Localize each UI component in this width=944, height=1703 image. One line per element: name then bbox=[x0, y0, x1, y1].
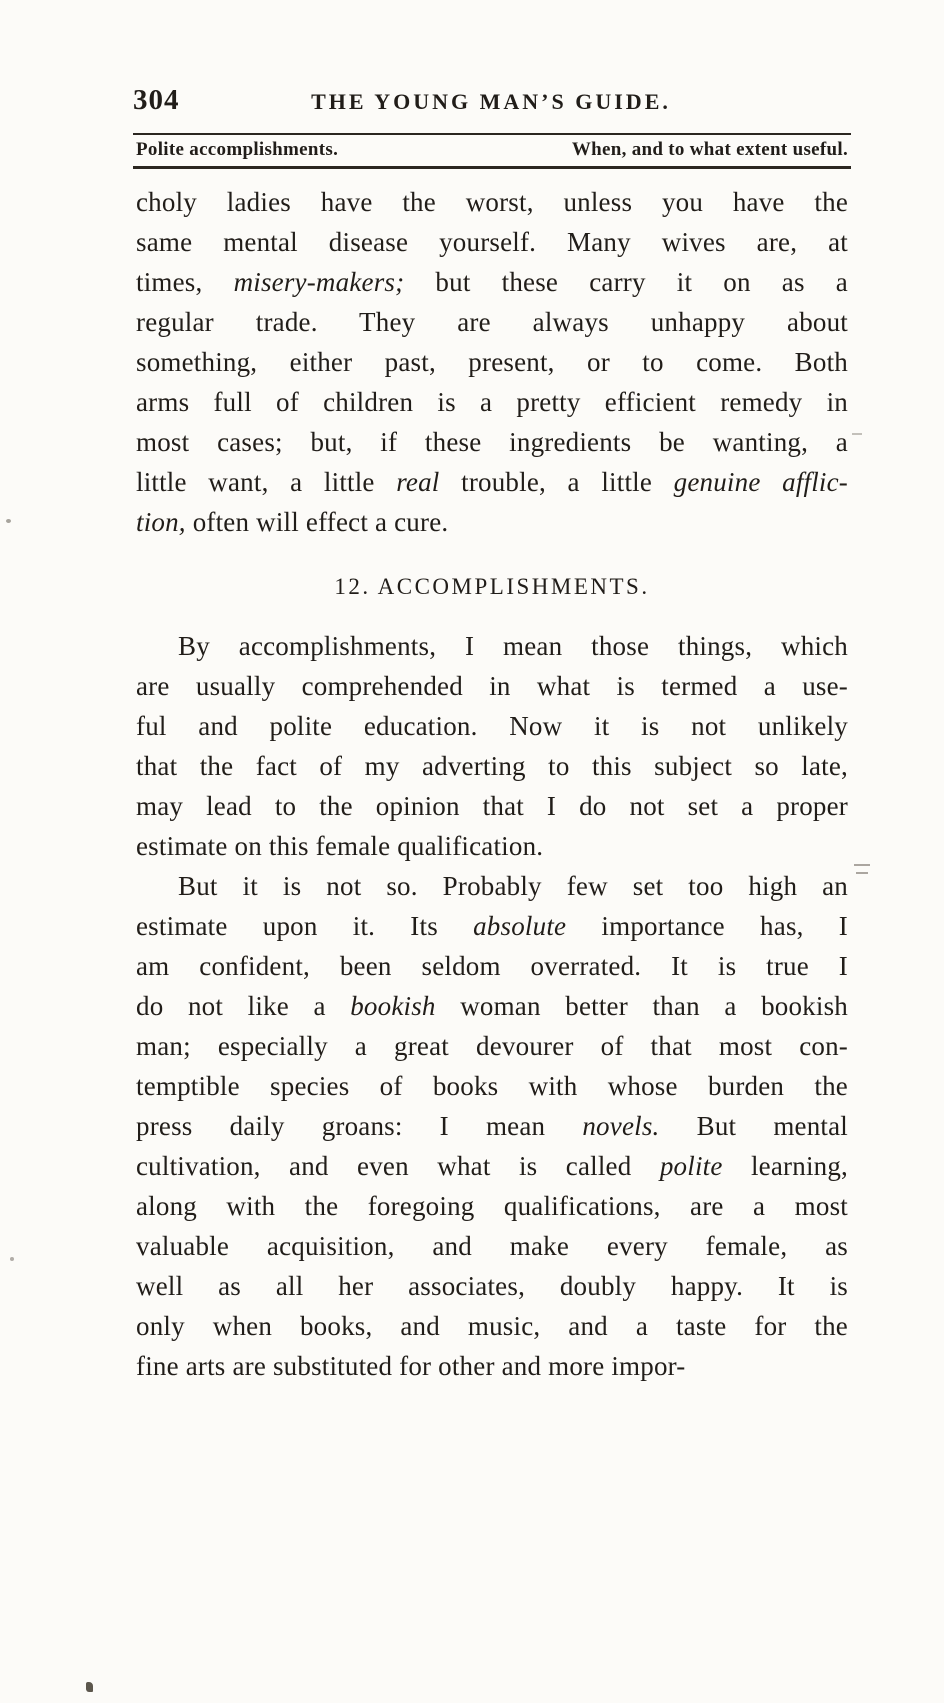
text-segment: importance has, I bbox=[566, 911, 848, 941]
header-rule-bottom bbox=[133, 166, 851, 169]
text-segment: most cases; but, if these ingredients be wanting, a bbox=[136, 427, 848, 457]
text-line bbox=[136, 1026, 848, 1066]
page-header bbox=[133, 84, 849, 117]
text-line bbox=[136, 786, 848, 826]
page-body bbox=[136, 182, 848, 1386]
text-segment: man; especially a great devourer of that most con- bbox=[136, 1031, 848, 1061]
scan-artifact bbox=[852, 433, 862, 435]
paragraph bbox=[136, 626, 848, 866]
text-segment: but these carry it on as a bbox=[404, 267, 848, 297]
text-line bbox=[136, 626, 848, 666]
text-segment: only when books, and music, and a taste for the bbox=[136, 1311, 848, 1341]
text-line bbox=[136, 422, 848, 462]
italic-text: polite bbox=[659, 1151, 723, 1181]
page-number: 304 bbox=[133, 84, 180, 116]
italic-text: bookish bbox=[350, 991, 436, 1021]
text-line bbox=[136, 826, 848, 866]
italic-text: misery-makers; bbox=[233, 267, 405, 297]
subheader-right: When, and to what extent useful. bbox=[571, 139, 848, 160]
italic-text: real bbox=[396, 467, 440, 497]
subheader bbox=[136, 139, 848, 161]
text-line bbox=[136, 462, 848, 502]
text-segment: ful and polite education. Now it is not unlikely bbox=[136, 711, 848, 741]
text-segment: valuable acquisition, and make every female, as bbox=[136, 1231, 848, 1261]
text-line bbox=[136, 302, 848, 342]
text-segment: times, bbox=[136, 267, 234, 297]
text-line bbox=[136, 706, 848, 746]
text-segment: often will effect a cure. bbox=[185, 507, 449, 537]
text-line bbox=[136, 502, 848, 542]
text-segment: along with the foregoing qualifications, are a most bbox=[136, 1191, 848, 1221]
scan-speck bbox=[86, 1682, 93, 1692]
header-rule-top bbox=[133, 133, 851, 135]
text-line bbox=[136, 1146, 848, 1186]
text-line bbox=[136, 382, 848, 422]
paragraph bbox=[136, 866, 848, 1386]
text-line bbox=[136, 1186, 848, 1226]
italic-text: genuine afflic- bbox=[673, 467, 848, 497]
text-segment: same mental disease yourself. Many wives are, at bbox=[136, 227, 848, 257]
text-segment: temptible species of books with whose burden the bbox=[136, 1071, 848, 1101]
text-segment: that the fact of my adverting to this subject so late, bbox=[136, 751, 848, 781]
scan-artifact bbox=[854, 864, 870, 866]
text-line bbox=[136, 946, 848, 986]
text-segment: trouble, a little bbox=[439, 467, 674, 497]
section-heading: 12. ACCOMPLISHMENTS. bbox=[334, 574, 650, 599]
text-line bbox=[136, 906, 848, 946]
text-segment: estimate upon it. Its bbox=[136, 911, 474, 941]
text-segment: choly ladies have the worst, unless you have the bbox=[136, 187, 848, 217]
text-line bbox=[136, 986, 848, 1026]
text-segment: press daily groans: I mean bbox=[136, 1111, 583, 1141]
text-segment: are usually comprehended in what is termed a use- bbox=[136, 671, 848, 701]
text-line bbox=[136, 222, 848, 262]
text-line bbox=[136, 342, 848, 382]
text-segment: little want, a little bbox=[136, 467, 397, 497]
italic-text: absolute bbox=[473, 911, 567, 941]
text-line bbox=[136, 1226, 848, 1266]
text-line bbox=[136, 1266, 848, 1306]
text-segment: By accomplishments, I mean those things, which bbox=[178, 631, 848, 661]
text-segment: But it is not so. Probably few set too high an bbox=[178, 871, 848, 901]
text-segment: regular trade. They are always unhappy about bbox=[136, 307, 848, 337]
scan-speck bbox=[10, 1257, 14, 1261]
text-line bbox=[136, 1306, 848, 1346]
text-segment: woman better than a bookish bbox=[435, 991, 848, 1021]
scan-speck bbox=[6, 519, 11, 523]
text-line bbox=[136, 1106, 848, 1146]
text-line bbox=[136, 866, 848, 906]
scan-artifact bbox=[856, 872, 868, 874]
text-segment: am confident, been seldom overrated. It is true I bbox=[136, 951, 848, 981]
text-line bbox=[136, 1346, 848, 1386]
text-segment: something, either past, present, or to come. Both bbox=[136, 347, 848, 377]
text-line bbox=[136, 746, 848, 786]
text-segment: fine arts are substituted for other and more impor- bbox=[136, 1351, 686, 1381]
text-line bbox=[136, 182, 848, 222]
text-line bbox=[136, 262, 848, 302]
text-segment: learning, bbox=[722, 1151, 848, 1181]
text-segment: But mental bbox=[659, 1111, 848, 1141]
paragraph bbox=[136, 182, 848, 542]
text-segment: well as all her associates, doubly happy. It is bbox=[136, 1271, 848, 1301]
text-segment: do not like a bbox=[136, 991, 351, 1021]
text-segment: arms full of children is a pretty efficient remedy in bbox=[136, 387, 848, 417]
subheader-left: Polite accomplishments. bbox=[136, 139, 339, 160]
text-line bbox=[136, 1066, 848, 1106]
italic-text: tion, bbox=[136, 507, 186, 537]
running-title: THE YOUNG MAN’S GUIDE. bbox=[311, 89, 671, 114]
italic-text: novels. bbox=[582, 1111, 660, 1141]
text-segment: cultivation, and even what is called bbox=[136, 1151, 660, 1181]
text-segment: estimate on this female qualification. bbox=[136, 831, 544, 861]
text-line bbox=[136, 666, 848, 706]
text-segment: may lead to the opinion that I do not set a proper bbox=[136, 791, 848, 821]
